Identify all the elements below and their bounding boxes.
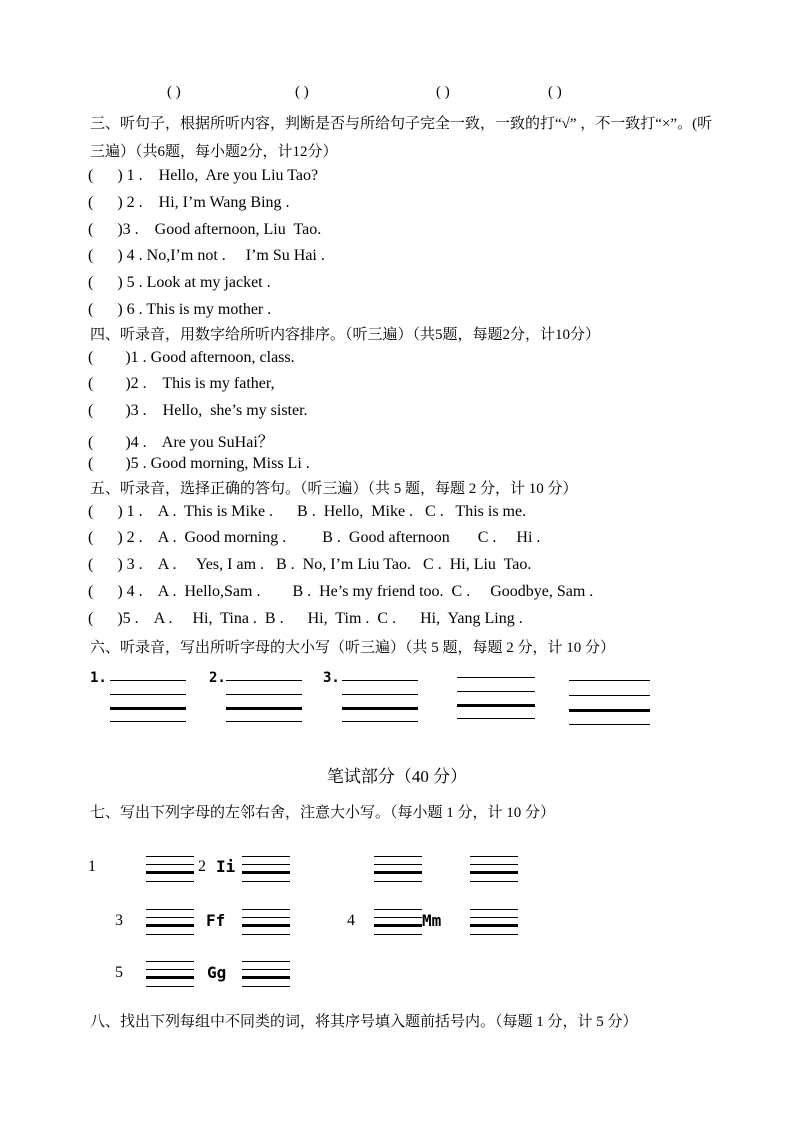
question-item: ( )5 . Good morning, Miss Li . (88, 455, 310, 472)
writing-line[interactable] (146, 881, 194, 882)
writing-line[interactable] (374, 909, 422, 910)
writing-line[interactable] (374, 917, 422, 918)
writing-line[interactable] (569, 724, 650, 725)
writing-line[interactable] (146, 976, 194, 979)
writing-line[interactable] (146, 909, 194, 910)
question-number: 2. (209, 670, 226, 686)
writing-line[interactable] (374, 871, 422, 874)
writing-line[interactable] (146, 924, 194, 927)
writing-line[interactable] (146, 864, 194, 865)
writing-line[interactable] (242, 986, 290, 987)
writing-line[interactable] (146, 986, 194, 987)
writing-line[interactable] (146, 961, 194, 962)
given-letter: Mm (422, 911, 442, 930)
writing-line[interactable] (374, 881, 422, 882)
question-item: ( )2 . This is my father, (88, 375, 275, 392)
writing-line[interactable] (146, 871, 194, 874)
question-item: ( ) 4 . A . Hello,Sam . B . He’s my friend too. C . Goodbye, Sam . (88, 583, 594, 600)
question-number: 3 (115, 912, 123, 929)
writing-line[interactable] (226, 680, 302, 681)
writing-line[interactable] (146, 969, 194, 970)
writing-line[interactable] (242, 856, 290, 857)
question-item: ( )1 . Good afternoon, class. (88, 349, 295, 366)
given-letter: Ii (216, 857, 236, 876)
writing-line[interactable] (110, 680, 186, 681)
written-part-title: 笔试部分（40 分） (326, 767, 468, 786)
writing-line[interactable] (342, 707, 418, 710)
question-number: 1 (88, 858, 96, 875)
question-item: ( ) 3 . A . Yes, I am . B . No, I’m Liu Tao. C . Hi, Liu Tao. (88, 556, 532, 573)
answer-paren[interactable]: ( ) (548, 84, 562, 100)
question-item: ( )3 . Hello, she’s my sister. (88, 402, 308, 419)
writing-line[interactable] (110, 721, 186, 722)
writing-line[interactable] (457, 691, 535, 692)
section-7-heading: 七、写出下列字母的左邻右舍，注意大小写。（每小题 1 分，计 10 分） (90, 805, 556, 821)
question-item: ( ) 2 . A . Good morning . B . Good afternoon C . Hi . (88, 529, 541, 546)
question-item: ( ) 1 . Hello, Are you Liu Tao? (88, 167, 319, 184)
writing-line[interactable] (470, 864, 518, 865)
question-item: ( ) 6 . This is my mother . (88, 301, 272, 318)
writing-line[interactable] (242, 924, 290, 927)
section-5-heading: 五、听录音，选择正确的答句。（听三遍）（共 5 题，每题 2 分，计 10 分） (90, 481, 578, 497)
writing-line[interactable] (242, 976, 290, 979)
writing-line[interactable] (374, 856, 422, 857)
writing-line[interactable] (470, 909, 518, 910)
answer-paren[interactable]: ( ) (436, 84, 450, 100)
writing-line[interactable] (242, 917, 290, 918)
section-6-heading: 六、听录音，写出所听字母的大小写（听三遍）（共 5 题，每题 2 分，计 10 分） (90, 640, 616, 656)
writing-line[interactable] (569, 695, 650, 696)
writing-line[interactable] (226, 707, 302, 710)
answer-paren[interactable]: ( ) (295, 84, 309, 100)
writing-line[interactable] (457, 704, 535, 707)
writing-line[interactable] (242, 871, 290, 874)
writing-line[interactable] (110, 707, 186, 710)
question-number: 1. (90, 670, 107, 686)
question-item: ( ) 1 . A . This is Mike . B . Hello, Mike . C . This is me. (88, 503, 527, 520)
writing-line[interactable] (146, 934, 194, 935)
given-letter: Gg (207, 963, 227, 982)
writing-line[interactable] (146, 856, 194, 857)
writing-line[interactable] (457, 677, 535, 678)
question-item: ( ) 5 . Look at my jacket . (88, 274, 271, 291)
writing-line[interactable] (226, 694, 302, 695)
writing-line[interactable] (242, 881, 290, 882)
writing-line[interactable] (470, 856, 518, 857)
writing-line[interactable] (470, 881, 518, 882)
writing-line[interactable] (110, 694, 186, 695)
question-number: 5 (115, 964, 123, 981)
question-number: 4 (347, 912, 355, 929)
writing-line[interactable] (242, 909, 290, 910)
writing-line[interactable] (374, 864, 422, 865)
writing-line[interactable] (374, 934, 422, 935)
writing-line[interactable] (470, 934, 518, 935)
writing-line[interactable] (242, 934, 290, 935)
question-item: ( ) 2 . Hi, I’m Wang Bing . (88, 194, 290, 211)
writing-line[interactable] (242, 961, 290, 962)
writing-line[interactable] (374, 924, 422, 927)
section-3-heading-cont: 三遍）（共6题，每小题2分，计12分） (90, 144, 338, 160)
writing-line[interactable] (470, 871, 518, 874)
section-4-heading: 四、听录音，用数字给所听内容排序。（听三遍）（共5题，每题2分，计10分） (90, 327, 601, 343)
writing-line[interactable] (569, 709, 650, 712)
section-3-heading: 三、听句子，根据所听内容，判断是否与所给句子完全一致，一致的打“√” ，不一致打“×”。(听 (90, 116, 713, 132)
writing-line[interactable] (470, 924, 518, 927)
section-8-heading: 八、找出下列每组中不同类的词，将其序号填入题前括号内。（每题 1 分，计 5 分） (90, 1014, 638, 1030)
writing-line[interactable] (146, 917, 194, 918)
writing-line[interactable] (226, 721, 302, 722)
question-item: ( )4 . Are you SuHai？ (88, 434, 274, 451)
writing-line[interactable] (242, 864, 290, 865)
writing-line[interactable] (470, 917, 518, 918)
writing-line[interactable] (569, 680, 650, 681)
question-item: ( )3 . Good afternoon, Liu Tao. (88, 221, 322, 238)
question-number: 3. (323, 670, 340, 686)
question-item: ( ) 4 . No,I’m not . I’m Su Hai . (88, 247, 325, 264)
writing-line[interactable] (342, 721, 418, 722)
given-letter: Ff (206, 911, 226, 930)
writing-line[interactable] (457, 718, 535, 719)
question-item: ( )5 . A . Hi, Tina . B . Hi, Tim . C . Hi, Yang Ling . (88, 610, 523, 627)
question-number: 2 (198, 858, 206, 875)
answer-paren[interactable]: ( ) (167, 84, 181, 100)
writing-line[interactable] (342, 680, 418, 681)
writing-line[interactable] (242, 969, 290, 970)
writing-line[interactable] (342, 694, 418, 695)
